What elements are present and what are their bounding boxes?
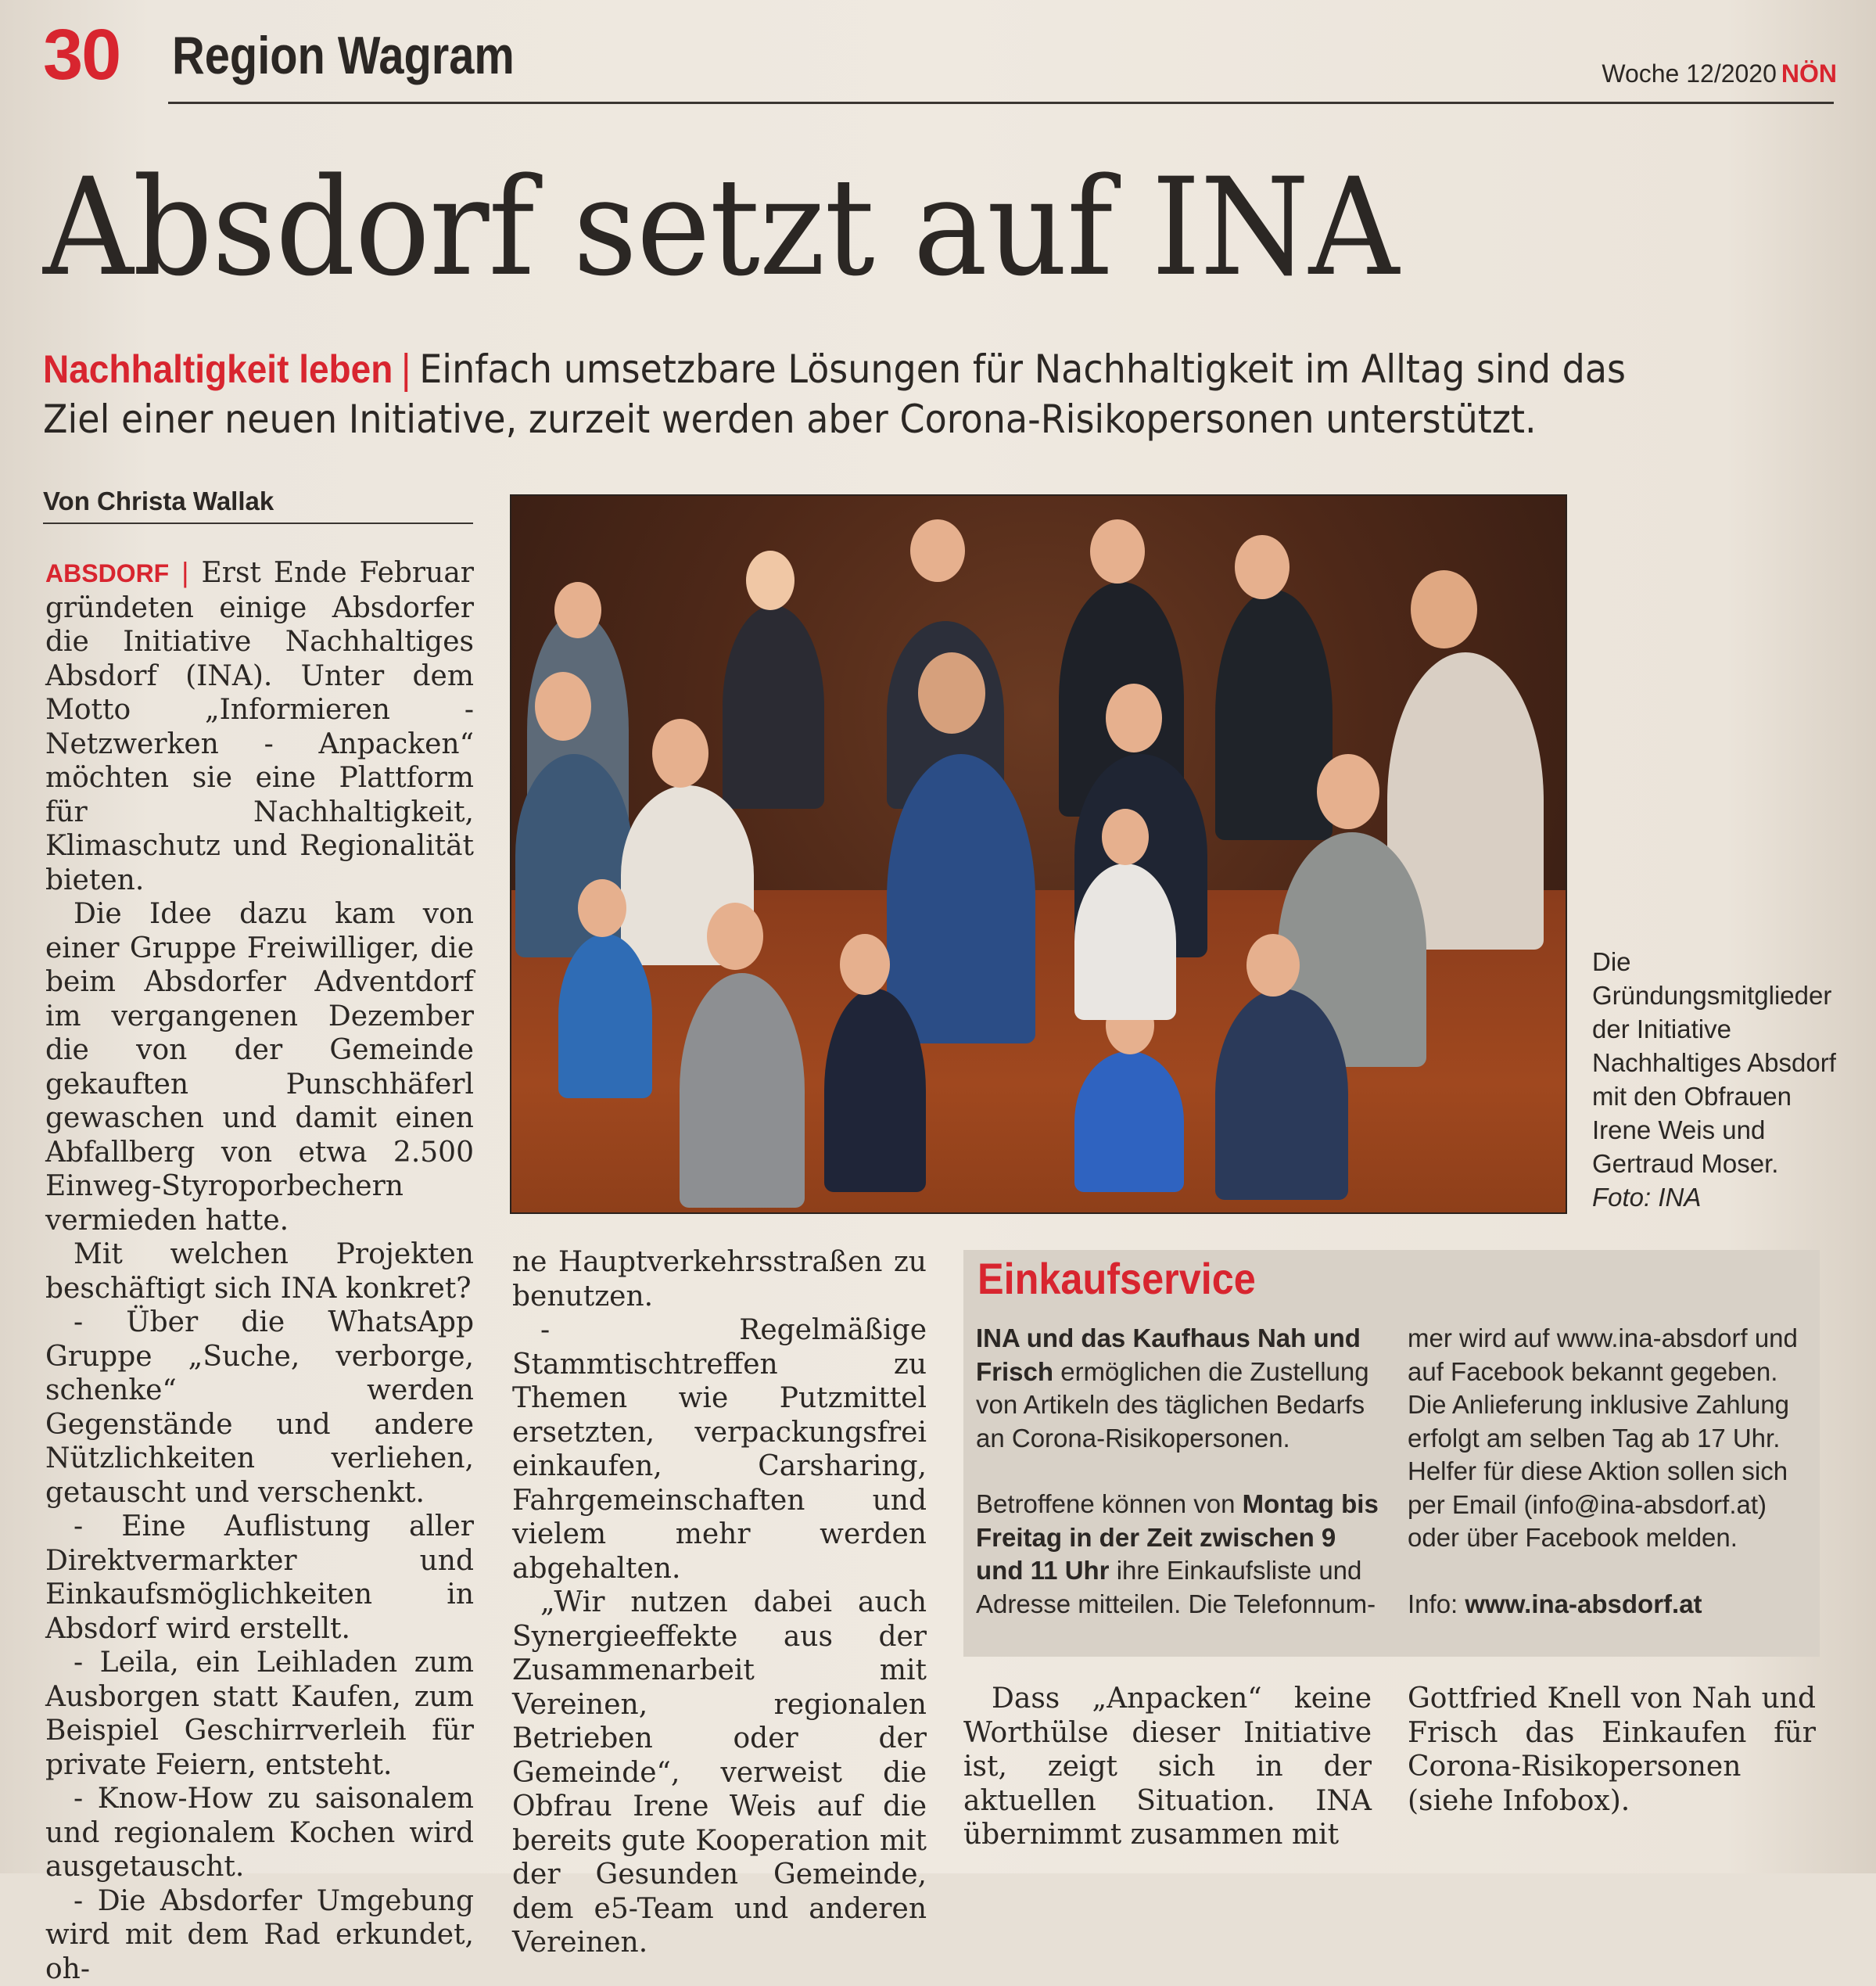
photo-child xyxy=(1074,1051,1184,1192)
paragraph: „Wir nutzen dabei auch Synergieeffekte aus der Zusammenarbeit mit Vereinen, regionalen Betrieben oder der Gemeinde“, verweist die Obfrau Irene Weis auf die bereits gute Kooperation mit der Gesunden Gemeinde, dem e5-Team und anderen Vereinen. xyxy=(512,1586,927,1960)
infobox-title: Einkaufservice xyxy=(977,1253,1256,1304)
paragraph: Erst Ende Februar gründeten einige Absdorfer die Initiative Nachhaltiges Absdorf (INA). Unter dem Motto „Informieren - Netzwerken - Anpacken“ möchten sie eine Plattform für Nachhaltigkeit, Klimaschutz und Regionalität bieten. xyxy=(45,557,474,896)
group-photo xyxy=(510,494,1567,1214)
photo-child xyxy=(1074,864,1176,1020)
photo-head xyxy=(1090,519,1145,584)
paragraph: - Know-How zu saisonalem und regionalem Kochen wird ausgetauscht. xyxy=(45,1782,474,1884)
caption-text: Die Gründungsmitglieder der Initiative Nachhaltiges Absdorf mit den Obfrauen Irene Weis und Gertraud Moser. xyxy=(1592,947,1836,1178)
photo-credit: Foto: INA xyxy=(1592,1183,1701,1212)
article-column-2 xyxy=(512,1245,927,1960)
infobox-text: ihre Einkaufsliste und Adresse mitteilen. Die Telefonnum- xyxy=(976,1556,1376,1618)
photo-head xyxy=(652,719,708,788)
infobox-text: mer wird auf www.ina-absdorf und auf Facebook bekannt gegeben. Die Anlieferung inklusive Zahlung erfolgt am selben Tag ab 17 Uhr. Helfer für diese Aktion sollen sich per Email (info@ina-absdorf.at) oder über Facebook melden. xyxy=(1408,1322,1806,1555)
photo-head xyxy=(1235,535,1290,599)
info-label: Info: xyxy=(1408,1589,1465,1618)
paragraph: - Über die WhatsApp Gruppe „Suche, verborge, schenke“ werden Gegenstände und andere Nützlichkeiten verliehen, getauscht und verschenkt. xyxy=(45,1305,474,1510)
subheadline-text: Einfach umsetzbare Lösungen für Nachhaltigkeit im Alltag sind das Ziel einer neuen Initiative, zurzeit werden aber Corona-Risikopersonen unterstützt. xyxy=(43,347,1626,442)
paragraph: - Leila, ein Leihladen zum Ausborgen statt Kaufen, zum Beispiel Geschirrverleih für private Feiern, entsteht. xyxy=(45,1646,474,1782)
info-url: www.ina-absdorf.at xyxy=(1465,1589,1702,1618)
paragraph: - Regelmäßige Stammtischtreffen zu Themen wie Putzmittel ersetzten, verpackungsfrei einkaufen, Carsharing, Fahrgemeinschaften und vielem mehr werden abgehalten. xyxy=(512,1313,927,1586)
photo-head xyxy=(746,551,795,610)
paragraph: ne Hauptverkehrsstraßen zu benutzen. xyxy=(512,1245,927,1313)
paragraph: Gottfried Knell von Nah und Frisch das Einkaufen für Corona-Risikopersonen (siehe Infobox). xyxy=(1408,1682,1816,1818)
photo-head xyxy=(535,672,591,741)
article-column-4 xyxy=(1408,1682,1816,1818)
paragraph: Dass „Anpacken“ keine Worthülse dieser Initiative ist, zeigt sich in der aktuellen Situation. INA übernimmt zusammen mit xyxy=(963,1682,1372,1852)
kicker: Nachhaltigkeit leben xyxy=(43,347,393,391)
photo-head xyxy=(578,879,626,937)
infobox-bold: Montag bis Freitag in der Zeit zwischen 9 und 11 Uhr xyxy=(976,1489,1379,1585)
article-headline: Absdorf setzt auf INA xyxy=(43,149,1398,306)
photo-head xyxy=(910,519,965,582)
byline: Von Christa Wallak xyxy=(43,487,274,516)
brand-logo: NÖN xyxy=(1781,59,1837,88)
byline-rule xyxy=(43,523,473,524)
photo-head xyxy=(1411,570,1477,648)
photo-head xyxy=(1246,934,1300,997)
photo-child xyxy=(1215,989,1348,1200)
paragraph: Die Idee dazu kam von einer Gruppe Freiwilliger, die beim Absdorfer Adventdorf im vergangenen Dezember die von der Gemeinde gekauften Punschhäferl gewaschen und damit einen Abfallberg von etwa 2.500 Einweg-Styroporbechern vermieden hatte. xyxy=(45,897,474,1237)
issue-week: Woche 12/2020 xyxy=(1602,59,1777,88)
photo-child xyxy=(558,934,652,1098)
photo-caption xyxy=(1592,945,1842,1214)
paragraph: - Die Absdorfer Umgebung wird mit dem Rad erkundet, oh- xyxy=(45,1884,474,1986)
infobox-left-column xyxy=(976,1322,1383,1621)
infobox-text: Betroffene können von xyxy=(976,1489,1243,1518)
article-subheadline xyxy=(43,344,1698,444)
photo-child xyxy=(824,989,926,1192)
article-column-1: ABSDORF | Erst Ende Februar gründeten einige Absdorfer die Initiative Nachhaltiges Absdorf (INA). Unter dem Motto „Informieren - Netzwerken - Anpacken“ möchten sie eine Plattform für Nachhaltigkeit, Klimaschutz und Regionalität bieten. Die Idee dazu kam von einer Gruppe Freiwilliger, die beim Absdorfer Adventdorf im vergangenen Dezember die von der Gemeinde gekauften Punschhäferl gewaschen und damit einen Abfallberg von etwa 2.500 Einweg-Styroporbechern vermieden hatte. Mit welchen Projekten beschäftigt sich INA konkret? - Über die WhatsApp Gruppe „Suche, verborge, schenke“ werden Gegenstände und andere Nützlichkeiten verliehen, getauscht und verschenkt. - Eine Auflistung aller Direktvermarkter und Einkaufsmöglichkeiten in Absdorf wird erstellt. - Leila, ein Leihladen zum Ausborgen statt Kaufen, zum Beispiel Geschirrverleih für private Feiern, entsteht. - Know-How zu saisonalem und regionalem Kochen wird ausgetauscht. - Die Absdorfer Umgebung wird mit dem Rad erkundet, oh- xyxy=(45,555,474,1986)
photo-head xyxy=(918,652,985,734)
header-rule xyxy=(168,102,1834,104)
issue-label xyxy=(1602,59,1837,88)
photo-head xyxy=(1106,684,1162,752)
photo-head xyxy=(554,582,601,638)
photo-person xyxy=(723,605,824,809)
photo-head xyxy=(840,934,890,995)
photo-head xyxy=(1317,754,1379,829)
photo-head xyxy=(707,903,763,970)
paragraph: Mit welchen Projekten beschäftigt sich INA konkret? xyxy=(45,1237,474,1305)
photo-child xyxy=(680,973,805,1208)
dateline: ABSDORF xyxy=(45,559,169,587)
infobox-text: ermöglichen die Zustellung von Artikeln des täglichen Bedarfs an Corona-Risikopersonen. xyxy=(976,1357,1369,1453)
infobox-bold: INA und das Kaufhaus Nah und Frisch xyxy=(976,1323,1361,1386)
photo-person xyxy=(887,754,1035,1043)
section-title: Region Wagram xyxy=(172,25,515,86)
article-column-3 xyxy=(963,1682,1372,1852)
kicker-separator: | xyxy=(400,347,413,392)
infobox-right-column xyxy=(1408,1322,1806,1621)
photo-head xyxy=(1102,809,1149,865)
paragraph: - Eine Auflistung aller Direktvermarkter und Einkaufsmöglichkeiten in Absdorf wird erstellt. xyxy=(45,1510,474,1646)
page-number: 30 xyxy=(43,14,120,96)
photo-person xyxy=(1215,590,1333,840)
